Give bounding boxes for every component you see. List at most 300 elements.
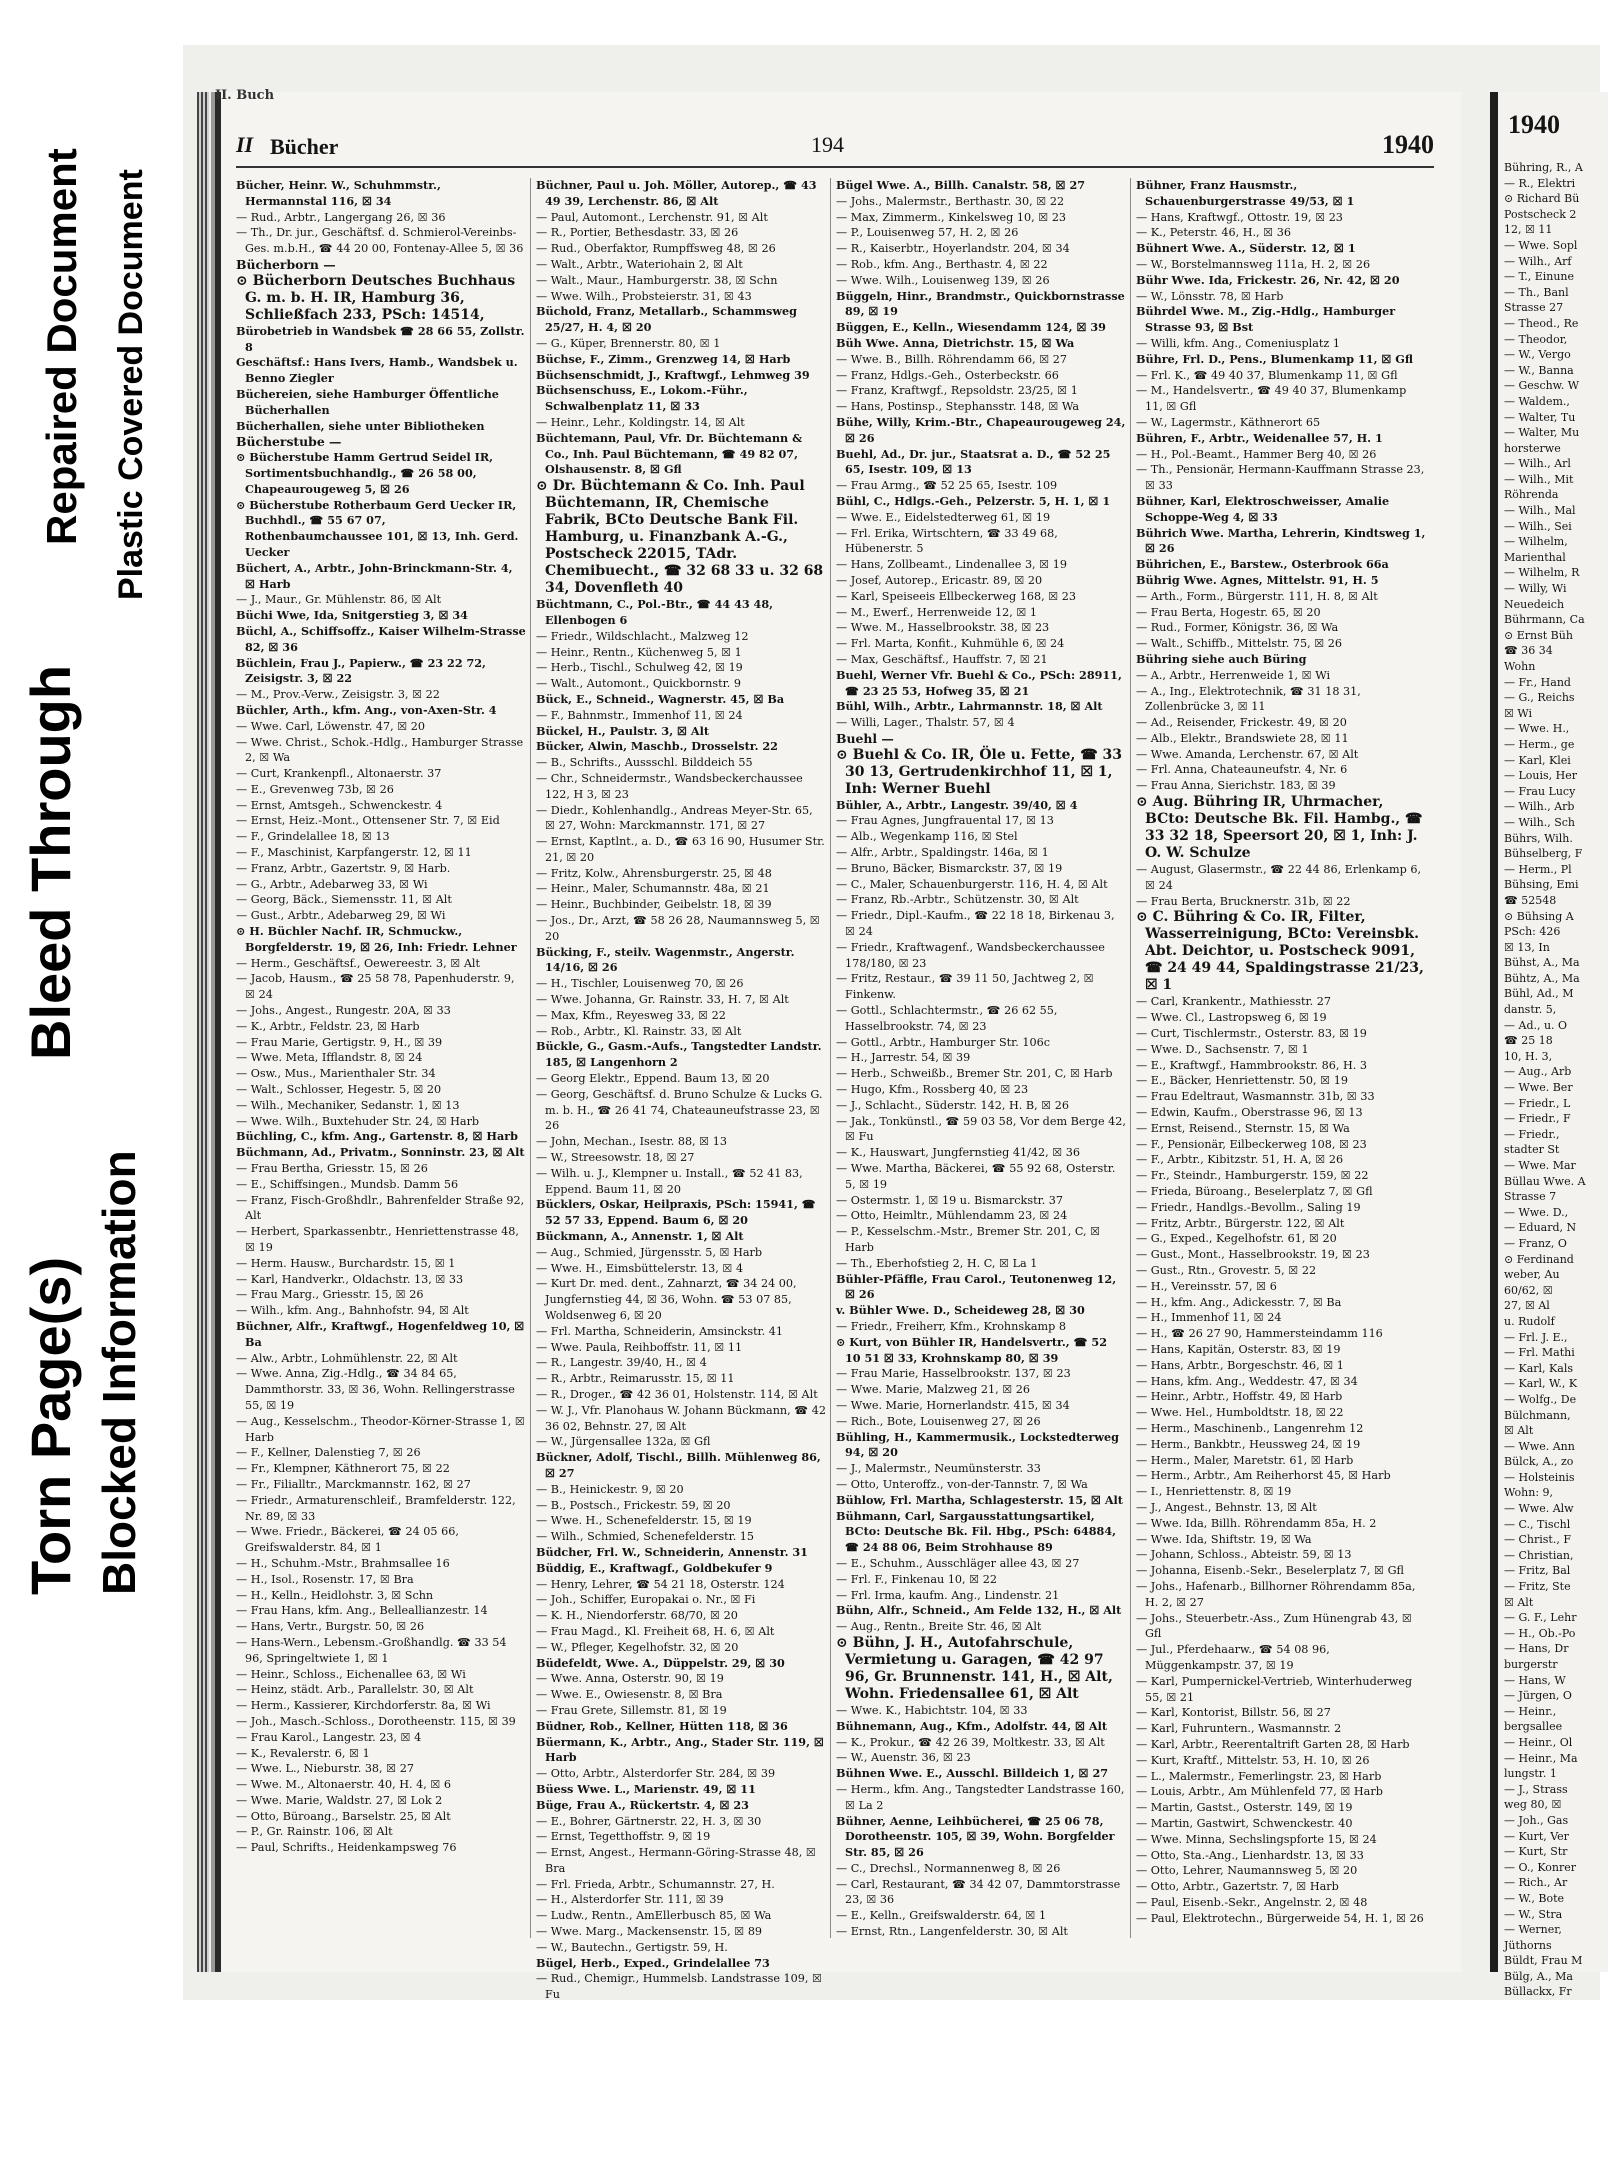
directory-entry: Bühling, H., Kammermusik., Lockstedterweg 94, ☒ 20	[836, 1429, 1119, 1460]
directory-entry: — Johann, Schloss., Abteistr. 59, ☒ 13	[1136, 1548, 1352, 1562]
directory-entry: — Friedr., Kraftwagenf., Wandsbeckerchaussee 178/180, ☒ 23	[836, 940, 1105, 970]
directory-entry: — Rud., Arbtr., Langergang 26, ☒ 36	[236, 210, 446, 224]
directory-entry: Büggeln, Hinr., Brandmstr., Quickbornstrasse 89, ☒ 19	[836, 288, 1125, 319]
directory-entry: — Wilh., kfm. Ang., Bahnhofstr. 94, ☒ Alt	[236, 1304, 469, 1318]
adjacent-page-line: — Rich., Ar	[1504, 1876, 1568, 1890]
directory-entry: — Karl, Arbtr., Reerentaltrift Garten 28, ☒ Harb	[1136, 1737, 1410, 1751]
directory-entry: — H., Pol.-Beamt., Hammer Berg 40, ☒ 26	[1136, 447, 1377, 461]
directory-entry: — Wwe. Marie, Waldstr. 27, ☒ Lok 2	[236, 1793, 443, 1807]
directory-entry: ⊙ Bühn, J. H., Autofahrschule, Vermietung u. Garagen, ☎ 42 97 96, Gr. Brunnenstr. 141, H., ☒ Alt, Wohn. Friedensallee 61, ☒ Alt	[836, 1634, 1113, 1702]
directory-entry: Büess Wwe. L., Marienstr. 49, ☒ 11	[536, 1781, 756, 1796]
directory-entry: — Franz, Fisch-Großhdlr., Bahrenfelder Straße 92, Alt	[236, 1193, 525, 1223]
directory-entry: — Martin, Gastst., Osterstr. 149, ☒ 19	[1136, 1801, 1353, 1815]
directory-entry: — Johanna, Eisenb.-Sekr., Beselerplatz 7, ☒ Gfl	[1136, 1564, 1405, 1578]
adjacent-page-line: — Louis, Her	[1504, 769, 1578, 783]
directory-entry: — Otto, Büroang., Barselstr. 25, ☒ Alt	[236, 1809, 451, 1823]
directory-entry: Bügel Wwe. A., Billh. Canalstr. 58, ☒ 27	[836, 178, 1086, 192]
adjacent-page-line: — Wwe. Ann	[1504, 1439, 1575, 1453]
directory-entry: — Franz, Hdlgs.-Geh., Osterbeckstr. 66	[836, 368, 1059, 382]
label-bleed-through: Bleed Through	[19, 664, 82, 1060]
adjacent-page-line: weg 80, ☒	[1504, 1798, 1562, 1812]
directory-entry: — Diedr., Kohlenhandlg., Andreas Meyer-Str. 65, ☒ 27, Wohn: Marckmannstr. 171, ☒ 27	[536, 803, 813, 833]
directory-entry: ⊙ Buehl & Co. IR, Öle u. Fette, ☎ 33 30 13, Gertrudenkirchhof 11, ☒ 1, Inh: Werner Buehl	[836, 746, 1123, 797]
directory-entry: — Hans, Zollbeamt., Lindenallee 3, ☒ 19	[836, 558, 1067, 572]
directory-entry: — Henry, Lehrer, ☎ 54 21 18, Osterstr. 124	[536, 1577, 785, 1591]
directory-entry: ⊙ Bücherstube Hamm Gertrud Seidel IR, Sortimentsbuchhandlg., ☎ 26 58 00, Chapeaurougeweg 5, ☒ 26	[236, 450, 494, 496]
label-torn-pages: Torn Page(s)	[19, 1256, 82, 1595]
directory-entry: — Paul, Schrifts., Heidenkampsweg 76	[236, 1841, 457, 1855]
directory-entry: — Herm., Geschäftsf., Oewereestr. 3, ☒ Alt	[236, 956, 480, 970]
adjacent-page-line: Bühselberg, F	[1504, 847, 1583, 861]
adjacent-page-line: — Ad., u. O	[1504, 1018, 1568, 1032]
adjacent-page-line: — Karl, Kals	[1504, 1361, 1573, 1375]
directory-entry: Bückle, G., Gasm.-Aufs., Tangstedter Landstr. 185, ☒ Langenhorn 2	[536, 1039, 822, 1070]
directory-entry: — Wwe. Marie, Malzweg 21, ☒ 26	[836, 1383, 1031, 1397]
directory-entry: — Karl, Fuhruntern., Wasmannstr. 2	[1136, 1722, 1342, 1736]
adjacent-page-line: — O., Konrer	[1504, 1860, 1577, 1874]
directory-entry: Bührdel Wwe. M., Zig.-Hdlg., Hamburger Strasse 93, ☒ Bst	[1136, 304, 1396, 335]
directory-entry: — Hans, kfm. Ang., Weddestr. 47, ☒ 34	[1136, 1374, 1358, 1388]
directory-entry: ⊙ Kurt, von Bühler IR, Handelsvertr., ☎ 52 10 51 ☒ 33, Krohnskamp 80, ☒ 39	[836, 1334, 1107, 1365]
directory-entry: — Wwe. L., Nieburstr. 38, ☒ 27	[236, 1762, 414, 1776]
adjacent-page-line: — Wwe. D.,	[1504, 1205, 1569, 1219]
directory-entry: Büchlein, Frau J., Papierw., ☎ 23 22 72, Zeisigstr. 3, ☒ 22	[236, 655, 486, 686]
directory-entry: Büchling, C., kfm. Ang., Gartenstr. 8, ☒ Harb	[236, 1129, 518, 1144]
directory-entry: Buehl, Werner Vfr. Buehl & Co., PSch: 28911, ☎ 23 25 53, Hofweg 35, ☒ 21	[836, 667, 1122, 698]
directory-entry: — Fritz, Kolw., Ahrensburgerstr. 25, ☒ 48	[536, 866, 772, 880]
directory-entry: — W. J., Vfr. Planohaus W. Johann Bückmann, ☎ 42 36 02, Behnstr. 27, ☒ Alt	[536, 1403, 826, 1433]
directory-entry: — G., Küper, Brennerstr. 80, ☒ 1	[536, 336, 721, 350]
directory-entry: — Th., Pensionär, Hermann-Kauffmann Strasse 23, ☒ 33	[1136, 463, 1425, 493]
directory-entry: Büchold, Franz, Metallarb., Schammsweg 25/27, H. 4, ☒ 20	[536, 304, 797, 335]
directory-entry: — Wwe. Anna, Osterstr. 90, ☒ 19	[536, 1672, 724, 1686]
adjacent-page-line: Postscheck 2	[1504, 207, 1577, 221]
directory-entry: — Johs., Malermstr., Berthastr. 30, ☒ 22	[836, 194, 1065, 208]
adjacent-page-line: stadter St	[1504, 1143, 1560, 1157]
adjacent-page-line: — Wwe. Alw	[1504, 1502, 1574, 1516]
directory-entry: — Aug., Rentn., Breite Str. 46, ☒ Alt	[836, 1620, 1042, 1634]
directory-entry: — Rud., Chemigr., Hummelsb. Landstrasse 109, ☒ Fu	[536, 1972, 822, 2002]
directory-entry: — A., Arbtr., Herrenweide 1, ☒ Wi	[1136, 668, 1331, 682]
directory-entry: — Herm. Hausw., Burchardstr. 15, ☒ 1	[236, 1256, 456, 1270]
directory-entry: — Johs., Hafenarb., Billhorner Röhrendamm 85a, H. 2, ☒ 27	[1136, 1579, 1416, 1609]
adjacent-page-line: — Geschw. W	[1504, 379, 1580, 393]
directory-entry: — Wwe. Hel., Humboldtstr. 18, ☒ 22	[1136, 1406, 1344, 1420]
adjacent-page-line: — Jürgen, O	[1504, 1689, 1572, 1703]
directory-entry: — Wwe. B., Billh. Röhrendamm 66, ☒ 27	[836, 352, 1068, 366]
directory-entry: — Frau Grete, Sillemstr. 81, ☒ 19	[536, 1703, 727, 1717]
adjacent-page-line: 12, ☒ 11	[1504, 223, 1553, 237]
directory-entry: — Wwe. Johanna, Gr. Rainstr. 33, H. 7, ☒ Alt	[536, 993, 789, 1007]
directory-entry: Buehl —	[836, 730, 894, 746]
directory-entry: Bühmann, Carl, Sargausstattungsartikel, BCto: Deutsche Bk. Fil. Hbg., PSch: 64884, ☎ 24 88 06, Beim Strohhause 89	[836, 1508, 1117, 1555]
directory-column-1	[236, 178, 531, 1938]
directory-entry: Bügel, Herb., Exped., Grindelallee 73	[536, 1955, 770, 1970]
directory-entry: — W., Lönsstr. 78, ☒ Harb	[1136, 289, 1284, 303]
directory-entry: — Ad., Reisender, Frickestr. 49, ☒ 20	[1136, 716, 1347, 730]
adjacent-page-line: — Wwe. Sopl	[1504, 238, 1578, 252]
adjacent-page-line: — Waldem.,	[1504, 394, 1570, 408]
adjacent-page-line: Bülck, A., zo	[1504, 1455, 1574, 1469]
directory-entry: — Wwe. H., Schenefelderstr. 15, ☒ 19	[536, 1514, 752, 1528]
cut-off-header: II. Buch	[215, 88, 275, 103]
directory-entry: — Heinz, städt. Arb., Parallelstr. 30, ☒ Alt	[236, 1683, 474, 1697]
adjacent-page-line: — R., Elektri	[1504, 176, 1576, 190]
adjacent-page-line: — Wilh., Mal	[1504, 504, 1576, 518]
adjacent-page-line: — Wwe. H.,	[1504, 722, 1570, 736]
adjacent-page-line: ☒ 13, In	[1504, 940, 1550, 954]
directory-entry: ⊙ Dr. Büchtemann & Co. Inh. Paul Büchtemann, IR, Chemische Fabrik, BCto Deutsche Bank Fil. Hamburg, u. Finanzbank A.-G., Postscheck 22015, TAdr. Chemibuecht., ☎ 32 68 33 u. 32 68 34, Dovenfleth 40	[536, 478, 824, 597]
directory-entry: — Frl. Frieda, Arbtr., Schumannstr. 27, H.	[536, 1877, 775, 1891]
directory-entry: — H., Alsterdorfer Str. 111, ☒ 39	[536, 1893, 724, 1907]
directory-entry: — Ernst, Tegetthoffstr. 9, ☒ 19	[536, 1830, 711, 1844]
directory-entry: Büchner, Alfr., Kraftwgf., Hogenfeldweg 10, ☒ Ba	[236, 1318, 525, 1349]
directory-entry: — W., Bautechn., Gertigstr. 59, H.	[536, 1940, 728, 1954]
adjacent-page-line: 10, H. 3,	[1504, 1049, 1553, 1063]
directory-entry: — Otto, Lehrer, Naumannsweg 5, ☒ 20	[1136, 1864, 1358, 1878]
directory-entry: — H., kfm. Ang., Adickesstr. 7, ☒ Ba	[1136, 1295, 1342, 1309]
directory-entry: — Osw., Mus., Marienthaler Str. 34	[236, 1067, 436, 1081]
directory-entry: — Frau Berta, Hogestr. 65, ☒ 20	[1136, 605, 1321, 619]
adjacent-page-line: — Heinr.,	[1504, 1704, 1557, 1718]
directory-entry: — Herm., kfm. Ang., Tangstedter Landstrasse 160, ☒ La 2	[836, 1782, 1125, 1812]
directory-entry: — August, Glasermstr., ☎ 22 44 86, Erlenkamp 6, ☒ 24	[1136, 863, 1422, 892]
directory-entry: — Jul., Pferdehaarw., ☎ 54 08 96, Müggenkampstr. 37, ☒ 19	[1136, 1643, 1330, 1672]
adjacent-page-line: Bülg, A., Ma	[1504, 1969, 1573, 1983]
directory-entry: — Rich., Bote, Louisenweg 27, ☒ 26	[836, 1414, 1041, 1428]
directory-entry: — C., Maler, Schauenburgerstr. 116, H. 4, ☒ Alt	[836, 877, 1108, 891]
directory-entry: ⊙ C. Bühring & Co. IR, Filter, Wasserreinigung, BCto: Vereinsbk. Abt. Deichtor, u. Postscheck 9091, ☎ 24 49 44, Spaldingstrasse 21/23, ☒ 1	[1136, 909, 1424, 994]
page-stack-edge	[197, 92, 209, 1972]
adjacent-page-line: 60/62, ☒	[1504, 1283, 1553, 1297]
directory-entry: — Fr., Klempner, Käthnerort 75, ☒ 22	[236, 1462, 450, 1476]
adjacent-page-line: — Wwe. Mar	[1504, 1159, 1576, 1172]
directory-entry: — Wwe. Anna, Zig.-Hdlg., ☎ 34 84 65, Dammthorstr. 33, ☒ 36, Wohn. Rellingerstrasse 55, ☒ 19	[236, 1367, 515, 1412]
directory-entry: — E., Grevenweg 73b, ☒ 26	[236, 782, 394, 796]
directory-entry: — Frau Marie, Hasselbrookstr. 137, ☒ 23	[836, 1367, 1071, 1381]
directory-entry: — Th., Dr. jur., Geschäftsf. d. Schmierol-Vereinbs-Ges. m.b.H., ☎ 44 20 00, Fontenay-Allee 5, ☒ 36	[236, 226, 524, 256]
directory-entry: — F., Bahnmstr., Immenhof 11, ☒ 24	[536, 708, 743, 722]
directory-entry: — H., Kelln., Heidlohstr. 3, ☒ Schn	[236, 1588, 434, 1602]
directory-entry: — Jacob, Hausm., ☎ 25 58 78, Papenhuderstr. 9, ☒ 24	[236, 972, 515, 1002]
directory-entry: Bühner, Aenne, Leihbücherei, ☎ 25 06 78, Dorotheenstr. 105, ☒ 39, Wohn. Borgfelder Str. 85, ☒ 26	[836, 1813, 1115, 1860]
adjacent-page-line: Jüthorns	[1504, 1938, 1552, 1952]
directory-entry: — Herm., Maschinenb., Langenrehm 12	[1136, 1421, 1364, 1435]
adjacent-page-line: Büllau Wwe. A	[1504, 1174, 1586, 1188]
directory-entry: — H., Tischler, Louisenweg 70, ☒ 26	[536, 977, 744, 991]
directory-entry: — Wwe. Christ., Schok.-Hdlg., Hamburger Strasse 2, ☒ Wa	[236, 735, 524, 765]
adjacent-page-line: Strasse 7	[1504, 1190, 1557, 1204]
directory-entry: — Paul, Automont., Lerchenstr. 91, ☒ Alt	[536, 210, 768, 224]
directory-entry: — Heinr., Rentn., Küchenweg 5, ☒ 1	[536, 645, 742, 659]
directory-entry: — Frl. F., Finkenau 10, ☒ 22	[836, 1572, 997, 1586]
directory-entry: — Otto, Arbtr., Alsterdorfer Str. 284, ☒ 39	[536, 1767, 776, 1781]
directory-entry: — Georg Elektr., Eppend. Baum 13, ☒ 20	[536, 1072, 770, 1086]
adjacent-page-line: Bührs, Wilh.	[1504, 831, 1573, 845]
directory-entry: Büge, Frau A., Rückertstr. 4, ☒ 23	[536, 1797, 749, 1812]
adjacent-page-line: ⊙ Bühsing A	[1504, 909, 1574, 923]
directory-entry: Bückner, Adolf, Tischl., Billh. Mühlenweg 86, ☒ 27	[536, 1450, 821, 1480]
directory-entry: — R., Portier, Bethesdastr. 33, ☒ 26	[536, 226, 739, 240]
adjacent-page-line: — Wwe. Ber	[1504, 1081, 1573, 1095]
directory-entry: — Wwe. M., Hasselbrookstr. 38, ☒ 23	[836, 621, 1050, 635]
directory-entry: — Hans, Kapitän, Osterstr. 83, ☒ 19	[1136, 1343, 1341, 1356]
adjacent-page-line: — J., Strass	[1504, 1782, 1568, 1796]
directory-entry: — Hans, Kraftwgf., Ottostr. 19, ☒ 23	[1136, 210, 1343, 224]
directory-entry: — Josef, Autorep., Ericastr. 89, ☒ 20	[836, 573, 1043, 587]
directory-entry: — Frau Bertha, Griesstr. 15, ☒ 26	[236, 1162, 428, 1176]
directory-entry: — Kurt, Kraftf., Mittelstr. 53, H. 10, ☒ 26	[1136, 1753, 1370, 1767]
adjacent-page-line: — Wilh., Sch	[1504, 815, 1576, 829]
directory-entry: — Wwe. Martha, Bäckerei, ☎ 55 92 68, Osterstr. 5, ☒ 19	[836, 1162, 1116, 1191]
directory-entry: — H., Jarrestr. 54, ☒ 39	[836, 1051, 971, 1065]
directory-entry: — W., Jürgensallee 132a, ☒ Gfl	[536, 1435, 711, 1449]
directory-entry: — Frieda, Büroang., Beselerplatz 7, ☒ Gfl	[1136, 1185, 1373, 1199]
directory-entry: Büdefeldt, Wwe. A., Düppelstr. 29, ☒ 30	[536, 1655, 785, 1670]
directory-entry: — Wwe. Wilh., Probsteierstr. 31, ☒ 43	[536, 289, 752, 303]
directory-entry: ⊙ Bücherstube Rotherbaum Gerd Uecker IR, Buchhdl., ☎ 55 67 07, Rothenbaumchaussee 101, ☒ 13, Inh. Gerd. Uecker	[236, 497, 519, 559]
directory-entry: — Georg, Geschäftsf. d. Bruno Schulze & Lucks G. m. b. H., ☎ 26 41 74, Chateauneufstrasse 23, ☒ 26	[536, 1087, 823, 1133]
directory-entry: Bühnemann, Aug., Kfm., Adolfstr. 44, ☒ Alt	[836, 1718, 1108, 1733]
adjacent-page-line: Wohn	[1504, 660, 1536, 673]
directory-entry: — Curt, Krankenpfl., Altonaerstr. 37	[236, 767, 442, 781]
directory-entry: — Gottl., Arbtr., Hamburger Str. 106c	[836, 1035, 1050, 1049]
adjacent-page-line: — Franz, O	[1504, 1236, 1567, 1250]
directory-entry: — Th., Eberhofstieg 2, H. C, ☒ La 1	[836, 1256, 1038, 1270]
adjacent-page-line: — T., Einune	[1504, 270, 1575, 284]
directory-entry: — Frau Marg., Griesstr. 15, ☒ 26	[236, 1288, 424, 1302]
directory-entry: — Johs., Steuerbetr.-Ass., Zum Hünengrab 43, ☒ Gfl	[1136, 1611, 1412, 1641]
directory-entry: — Ernst, Kaptlnt., a. D., ☎ 63 16 90, Husumer Str. 21, ☒ 20	[536, 835, 825, 864]
directory-entry: — Frau Agnes, Jungfrauental 17, ☒ 13	[836, 814, 1054, 828]
directory-entry: — Gust., Mont., Hasselbrookstr. 19, ☒ 23	[1136, 1248, 1370, 1262]
directory-entry: — W., Auenstr. 36, ☒ 23	[836, 1751, 971, 1765]
directory-entry: Büchtemann, Paul, Vfr. Dr. Büchtemann & Co., Inh. Paul Büchtemann, ☎ 49 82 07, Olshausenstr. 8, ☒ Gfl	[536, 430, 803, 477]
directory-entry: — Frau Magd., Kl. Freiheit 68, H. 6, ☒ Alt	[536, 1624, 775, 1638]
directory-entry: Bührig Wwe. Agnes, Mittelstr. 91, H. 5	[1136, 572, 1379, 587]
adjacent-page-line: ⊙ Richard Bü	[1504, 192, 1580, 206]
directory-entry: — Wilh. u. J., Klempner u. Install., ☎ 52 41 83, Eppend. Baum 11, ☒ 20	[536, 1166, 803, 1196]
directory-entry: — Jak., Tonkünstl., ☎ 59 03 58, Vor dem Berge 42, ☒ Fu	[836, 1114, 1126, 1144]
directory-entry: Büchsenschuss, E., Lokom.-Führ., Schwalbenplatz 11, ☒ 33	[536, 383, 748, 414]
adjacent-page-line: — Th., Banl	[1504, 285, 1569, 299]
directory-entry: — Arth., Form., Bürgerstr. 111, H. 8, ☒ Alt	[1136, 589, 1378, 603]
directory-entry: — Hans, Vertr., Burgstr. 50, ☒ 26	[236, 1620, 425, 1634]
directory-entry: — Jos., Dr., Arzt, ☎ 58 26 28, Naumannsweg 5, ☒ 20	[536, 914, 820, 943]
label-plastic-covered: Plastic Covered Document	[112, 169, 150, 600]
directory-entry: Büchtmann, C., Pol.-Btr., ☎ 44 43 48, Ellenbogen 6	[536, 597, 773, 627]
directory-entry: — Wilh., Schmied, Schenefelderstr. 15	[536, 1530, 755, 1544]
directory-entry: — Willi, kfm. Ang., Comeniusplatz 1	[1136, 336, 1340, 350]
adjacent-page-line: — Fritz, Bal	[1504, 1564, 1571, 1578]
directory-entry: — Herm., Bankbtr., Heussweg 24, ☒ 19	[1136, 1437, 1361, 1451]
directory-entry: Bückmann, A., Annenstr. 1, ☒ Alt	[536, 1229, 744, 1244]
directory-entry: — L., Malermstr., Femerlingstr. 23, ☒ Harb	[1136, 1769, 1382, 1783]
directory-entry: Büchler, Arth., kfm. Ang., von-Axen-Str. 4	[236, 702, 497, 717]
directory-entry: — Friedr., Handlgs.-Bevollm., Saling 19	[1136, 1200, 1361, 1214]
adjacent-page-line: — C., Tischl	[1504, 1517, 1571, 1531]
directory-entry: — Heinr., Buchbinder, Geibelstr. 18, ☒ 39	[536, 898, 772, 912]
adjacent-page-line: — Wilhelm,	[1504, 535, 1568, 549]
directory-entry: — B., Heinickestr. 9, ☒ 20	[536, 1482, 684, 1496]
adjacent-page-line: — Wilhelm, R	[1504, 566, 1580, 580]
directory-entry: Bücherborn —	[236, 256, 336, 272]
directory-entry: — Herm., Maler, Maretstr. 61, ☒ Harb	[1136, 1453, 1354, 1467]
directory-entry: — F., Maschinist, Karpfangerstr. 12, ☒ 11	[236, 846, 472, 860]
directory-entry: — R., Arbtr., Reimarusstr. 15, ☒ 11	[536, 1372, 735, 1386]
directory-entry: Bühlow, Frl. Martha, Schlagesterstr. 15, ☒ Alt	[836, 1492, 1123, 1507]
directory-entry: — Wwe. Marie, Hornerlandstr. 415, ☒ 34	[836, 1398, 1070, 1412]
directory-entry: — Ernst, Angest., Hermann-Göring-Strasse 48, ☒ Bra	[536, 1846, 816, 1875]
directory-entry: Bühre, Frl. D., Pens., Blumenkamp 11, ☒ Gfl	[1136, 351, 1413, 366]
directory-entry: — Hans-Wern., Lebensm.-Großhandlg. ☎ 33 54 96, Springeltwiete 1, ☒ 1	[236, 1635, 507, 1665]
directory-entry: — W., Lagermstr., Käthnerort 65	[1136, 415, 1321, 429]
adjacent-page-line: Neuedeich	[1504, 597, 1565, 611]
directory-entry: — K. H., Niendorferstr. 68/70, ☒ 20	[536, 1609, 738, 1623]
directory-entry: Büchmann, Ad., Privatm., Sonninstr. 23, ☒ Alt	[236, 1145, 525, 1160]
directory-entry: Bühl, C., Hdlgs.-Geh., Pelzerstr. 5, H. 1, ☒ 1	[836, 493, 1111, 508]
adjacent-page-line: danstr. 5,	[1504, 1003, 1557, 1017]
directory-entry: — Walt., Schiffb., Mittelstr. 75, ☒ 26	[1136, 637, 1343, 651]
directory-entry: — Otto, Arbtr., Gazertstr. 7, ☒ Harb	[1136, 1880, 1339, 1894]
adjacent-page-line: — Walter, Tu	[1504, 410, 1576, 424]
adjacent-page-lines	[1504, 160, 1604, 2000]
adjacent-page-line: — Wilh., Arb	[1504, 800, 1575, 814]
adjacent-page-line: — Walter, Mu	[1504, 426, 1580, 440]
directory-entry: — I., Henriettenstr. 8, ☒ 19	[1136, 1485, 1292, 1499]
directory-entry: Bücklers, Oskar, Heilpraxis, PSch: 15941, ☎ 52 57 33, Eppend. Baum 6, ☒ 20	[536, 1197, 816, 1228]
directory-entry: — W., Pfleger, Kegelhofstr. 32, ☒ 20	[536, 1640, 739, 1654]
adjacent-page-year: 1940	[1508, 110, 1560, 139]
directory-entry: Büdcher, Frl. W., Schneiderin, Annenstr. 31	[536, 1544, 808, 1559]
directory-entry: — Wwe. Wilh., Buxtehuder Str. 24, ☒ Harb	[236, 1114, 480, 1128]
directory-entry: Bühe, Willy, Krim.-Btr., Chapeaurougeweg 24, ☒ 26	[836, 414, 1126, 445]
directory-entry: — Willi, Lager., Thalstr. 57, ☒ 4	[836, 716, 1015, 730]
directory-entry: — J., Schlacht., Süderstr. 142, H. B, ☒ 26	[836, 1098, 1070, 1112]
directory-entry: — Karl, Handverkr., Oldachstr. 13, ☒ 33	[236, 1272, 464, 1286]
directory-entry: — Rud., Former, Königstr. 36, ☒ Wa	[1136, 621, 1339, 635]
directory-entry: — E., Kelln., Greifswalderstr. 64, ☒ 1	[836, 1909, 1047, 1923]
directory-entry: — J., Maur., Gr. Mühlenstr. 86, ☒ Alt	[236, 593, 442, 607]
directory-entry: — R., Langestr. 39/40, H., ☒ 4	[536, 1356, 707, 1370]
adjacent-page-line: — Wilh., Arf	[1504, 254, 1572, 268]
directory-entry: — Joh., Schiffer, Europakai o. Nr., ☒ Fi	[536, 1593, 756, 1607]
adjacent-page-line: — Karl, Klei	[1504, 753, 1571, 767]
directory-entry: — F., Arbtr., Kibitzstr. 51, H. A, ☒ 26	[1136, 1153, 1344, 1167]
directory-entry: — Walt., Maur., Hamburgerstr. 38, ☒ Schn	[536, 273, 778, 287]
directory-entry: Bühl, Wilh., Arbtr., Lahrmannstr. 18, ☒ Alt	[836, 699, 1103, 714]
directory-entry: — Friedr., Armaturenschleif., Bramfelderstr. 122, Nr. 89, ☒ 33	[236, 1493, 516, 1523]
directory-entry: — Wwe. D., Sachsenstr. 7, ☒ 1	[1136, 1042, 1309, 1056]
directory-entry: — Frau Karol., Langestr. 23, ☒ 4	[236, 1730, 422, 1744]
directory-entry: — Alw., Arbtr., Lohmühlenstr. 22, ☒ Alt	[236, 1351, 458, 1365]
adjacent-page-line: ☎ 36 34	[1504, 644, 1553, 658]
directory-entry: — J., Malermstr., Neumünsterstr. 33	[836, 1462, 1041, 1476]
directory-entry: — Ludw., Rentn., AmEllerbusch 85, ☒ Wa	[536, 1909, 772, 1923]
directory-entry: — Wwe. Minna, Sechslingspforte 15, ☒ 24	[1136, 1832, 1377, 1846]
adjacent-page-line: — Willy, Wi	[1504, 582, 1567, 596]
directory-entry: — Frau Hans, kfm. Ang., Belleallianzestr. 14	[236, 1604, 488, 1618]
directory-entry: — E., Kraftwgf., Hammbrookstr. 86, H. 3	[1136, 1058, 1367, 1072]
adjacent-page-line: — G. F., Lehr	[1504, 1611, 1577, 1625]
directory-entry: Bühring siehe auch Büring	[1136, 651, 1307, 666]
adjacent-page-line: ☒ Alt	[1504, 1424, 1534, 1438]
directory-entry: — Rud., Oberfaktor, Rumpffsweg 48, ☒ 26	[536, 242, 776, 256]
adjacent-page-line: — Frau Lucy	[1504, 784, 1576, 798]
adjacent-page-line: — Frl. Mathi	[1504, 1346, 1575, 1360]
directory-entry: — P., Gr. Rainstr. 106, ☒ Alt	[236, 1825, 393, 1839]
directory-entry: Bücherstube —	[236, 434, 342, 450]
adjacent-page-line: Bühst, A., Ma	[1504, 956, 1580, 970]
label-blocked-information: Blocked Information	[93, 1150, 145, 1595]
directory-entry: — K., Peterstr. 46, H., ☒ 36	[1136, 226, 1291, 240]
directory-entry: — Paul, Elektrotechn., Bürgerweide 54, H. 1, ☒ 26	[1136, 1911, 1424, 1925]
adjacent-page-line: — W., Banna	[1504, 363, 1574, 377]
directory-entry: Büchsenschmidt, J., Kraftwgf., Lehmweg 39	[536, 367, 810, 382]
directory-entry: — Wwe. Carl, Löwenstr. 47, ☒ 20	[236, 719, 426, 733]
directory-entry: Büchl, A., Schiffsoffz., Kaiser Wilhelm-Strasse 82, ☒ 36	[236, 623, 526, 654]
directory-entry: — Frau Armg., ☎ 52 25 65, Isestr. 109	[836, 479, 1058, 493]
directory-entry: — Paul, Eisenb.-Sekr., Angelnstr. 2, ☒ 48	[1136, 1895, 1368, 1909]
adjacent-page-line: 27, ☒ Al	[1504, 1299, 1550, 1313]
directory-entry: — W., Streesowstr. 18, ☒ 27	[536, 1151, 695, 1165]
directory-entry: — K., Revalerstr. 6, ☒ 1	[236, 1746, 370, 1760]
directory-entry: — H., ☎ 26 27 90, Hammersteindamm 116	[1136, 1327, 1383, 1341]
directory-entry: Buehl, Ad., Dr. jur., Staatsrat a. D., ☎ 52 25 65, Isestr. 109, ☒ 13	[836, 446, 1111, 477]
directory-entry: Büchert, A., Arbtr., John-Brinckmann-Str. 4, ☒ Harb	[236, 560, 513, 591]
directory-entry: — Curt, Tischlermstr., Osterstr. 83, ☒ 19	[1136, 1027, 1367, 1041]
directory-entry: — Max, Zimmerm., Kinkelsweg 10, ☒ 23	[836, 210, 1067, 224]
directory-entry: — Franz, Kraftwgf., Repsoldstr. 23/25, ☒ 1	[836, 384, 1078, 398]
directory-entry: — Joh., Masch.-Schloss., Dorotheenstr. 115, ☒ 39	[236, 1714, 516, 1728]
directory-entry: — Wwe. Cl., Lastropsweg 6, ☒ 19	[1136, 1011, 1327, 1025]
directory-entry: ⊙ H. Büchler Nachf. IR, Schmuckw., Borgfelderstr. 19, ☒ 26, Inh: Friedr. Lehner	[236, 924, 517, 954]
directory-entry: — E., Bohrer, Gärtnerstr. 22, H. 3, ☒ 30	[536, 1814, 762, 1828]
directory-entry: — Heinr., Maler, Schumannstr. 48a, ☒ 21	[536, 882, 770, 896]
adjacent-page-line: — Eduard, N	[1504, 1221, 1577, 1235]
directory-entry: — Wwe. E., Eidelstedterweg 61, ☒ 19	[836, 510, 1051, 524]
adjacent-page-line: Büldt, Frau M	[1504, 1954, 1583, 1968]
directory-entry: — Herbert, Sparkassenbtr., Henriettenstrasse 48, ☒ 19	[236, 1225, 519, 1254]
directory-entry: v. Bühler Wwe. D., Scheideweg 28, ☒ 30	[836, 1303, 1085, 1318]
adjacent-page-line: burgerstr	[1504, 1658, 1558, 1671]
directory-entry: — Frau Marie, Gertigstr. 9, H., ☒ 39	[236, 1035, 443, 1049]
adjacent-page-line: — Holsteinis	[1504, 1470, 1575, 1484]
directory-entry: Bührich Wwe. Martha, Lehrerin, Kindtsweg 1, ☒ 26	[1136, 525, 1426, 556]
adjacent-page-line: — Aug., Arb	[1504, 1065, 1572, 1079]
directory-entry: — Wwe. Friedr., Bäckerei, ☎ 24 05 66, Greifswalderstr. 84, ☒ 1	[236, 1525, 459, 1555]
directory-entry: — Max, Geschäftsf., Hauffstr. 7, ☒ 21	[836, 652, 1048, 666]
directory-entry: — Herb., Tischl., Schulweg 42, ☒ 19	[536, 661, 743, 675]
section-number: II	[236, 132, 254, 157]
directory-entry: — Frl. Irma, kaufm. Ang., Lindenstr. 21	[836, 1588, 1060, 1602]
directory-column-3	[836, 178, 1131, 1938]
directory-entry: — Franz, Rb.-Arbtr., Schützenstr. 30, ☒ Alt	[836, 893, 1079, 907]
directory-entry: Büchner, Paul u. Joh. Möller, Autorep., ☎ 43 49 39, Lerchenstr. 86, ☒ Alt	[536, 178, 817, 208]
directory-entry: Bühler-Pfäffle, Frau Carol., Teutonenweg 12, ☒ 26	[836, 1271, 1117, 1302]
adjacent-page-line: — Christ., F	[1504, 1533, 1571, 1547]
directory-entry: — Aug., Kesselschm., Theodor-Körner-Strasse 1, ☒ Harb	[236, 1414, 525, 1444]
directory-entry: — Alb., Elektr., Brandswiete 28, ☒ 11	[1136, 731, 1349, 745]
directory-entry: Büchereien, siehe Hamburger Öffentliche Bücherhallen	[236, 386, 499, 417]
directory-entry: — Georg, Bäck., Siemensstr. 11, ☒ Alt	[236, 893, 452, 907]
adjacent-page-line: — Kurt, Str	[1504, 1845, 1568, 1859]
directory-entry: — W., Borstelmannsweg 111a, H. 2, ☒ 26	[1136, 257, 1371, 271]
adjacent-page-line: — W., Stra	[1504, 1907, 1563, 1921]
directory-entry: — B., Postsch., Frickestr. 59, ☒ 20	[536, 1498, 731, 1512]
directory-entry: — Edwin, Kaufm., Oberstrasse 96, ☒ 13	[1136, 1106, 1363, 1120]
adjacent-page-line: — Heinr., Ma	[1504, 1751, 1578, 1765]
